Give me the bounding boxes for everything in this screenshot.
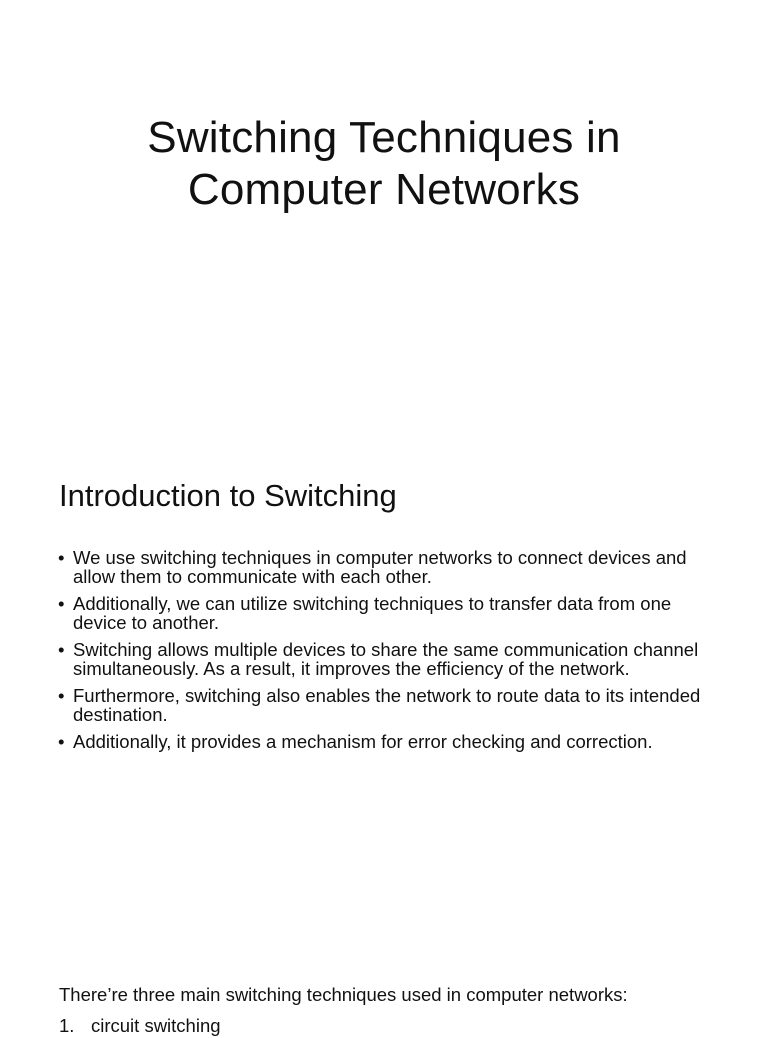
list-text: circuit switching xyxy=(91,1015,221,1036)
bullet-item: • We use switching techniques in computer networks to connect devices and allow them to communicate with each other. xyxy=(58,548,728,586)
bullet-list xyxy=(58,548,728,759)
intro-text: There’re three main switching techniques used in computer networks: xyxy=(59,984,628,1005)
bullet-item: • Additionally, it provides a mechanism for error checking and correction. xyxy=(58,732,728,751)
slide-techniques xyxy=(0,910,768,1036)
slide-title xyxy=(0,0,768,430)
bullet-item: • Furthermore, switching also enables the network to route data to its intended destination. xyxy=(58,686,728,724)
slide-introduction xyxy=(0,430,768,910)
numbered-list-item xyxy=(59,1014,221,1038)
slide-heading: Introduction to Switching xyxy=(59,478,397,513)
title-line-1: Switching Techniques in xyxy=(147,113,621,162)
presentation-title xyxy=(84,112,684,216)
bullet-item: • Additionally, we can utilize switching techniques to transfer data from one device to another. xyxy=(58,594,728,632)
title-line-2: Computer Networks xyxy=(187,165,581,214)
list-number: 1. xyxy=(59,1015,75,1036)
bullet-item: • Switching allows multiple devices to share the same communication channel simultaneously. As a result, it improves the efficiency of the network. xyxy=(58,640,728,678)
